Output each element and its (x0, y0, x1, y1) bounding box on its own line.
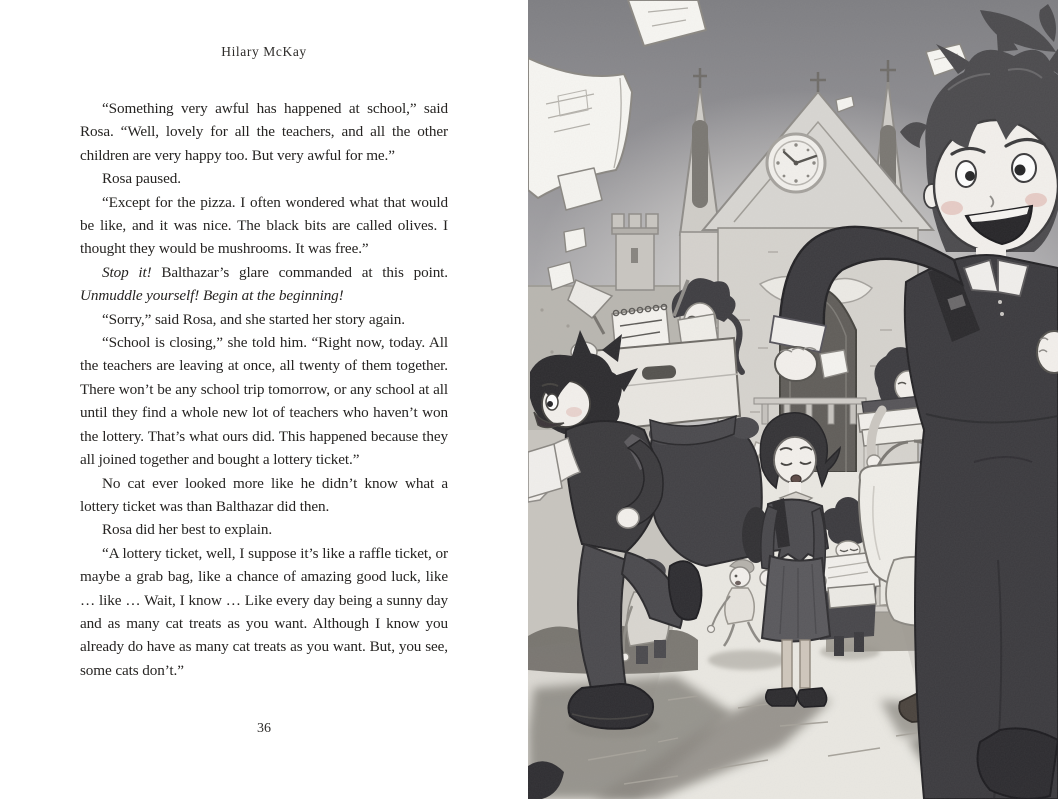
paragraph (80, 167, 448, 190)
text-run: Rosa paused. (102, 170, 181, 188)
text-run: “School is closing,” she told him. “Right now, today. All the teachers are leaving at once, all twenty of them together. There won’t be any school trip tomorrow, or any school at all until they find a whole new lot of teachers who haven’t won the lottery. That’s what ours did. This happened because they all joined together and bought a lottery ticket.” (80, 334, 448, 469)
text-run: “Something very awful has happened at school,” said Rosa. “Well, lovely for all the teachers, and all the other children are very happy too. But very awful for me.” (80, 100, 448, 164)
text-run: Rosa did her best to explain. (102, 521, 273, 539)
text-run: “Sorry,” said Rosa, and she started her story again. (102, 310, 405, 328)
page-number: 36 (257, 721, 271, 736)
illustration (528, 0, 1058, 799)
page-right (528, 0, 1058, 799)
text-run: “A lottery ticket, well, I suppose it’s like a raffle ticket, or maybe a grab bag, like a chance of amazing good luck, like … like … Wait, I know … Like every day being a sunny day and as many cat treats as you want. Although I know you already do have as many cat treats as you want. But, you see, some cats don’t.” (80, 544, 448, 679)
paragraph (80, 472, 448, 519)
page-left (0, 0, 528, 799)
body-text (80, 97, 448, 682)
paragraph (80, 191, 448, 261)
text-run: “Except for the pizza. I often wondered what that would be like, and it was nice. The black bits are called olives. I thought they would be mushrooms. It was free.” (80, 193, 448, 258)
italic-run: Stop it! (102, 263, 152, 281)
italic-run: Unmuddle yourself! Begin at the beginning! (80, 287, 344, 305)
paragraph (80, 261, 448, 308)
text-run: No cat ever looked more like he didn’t know what a lottery ticket was than Balthazar did then. (80, 474, 448, 515)
paragraph (80, 308, 448, 331)
running-head: Hilary McKay (221, 44, 307, 59)
text-run: Balthazar’s glare commanded at this point. (151, 263, 449, 281)
paragraph (80, 518, 448, 541)
paper-grain-texture (528, 0, 1058, 799)
paragraph (80, 97, 448, 167)
paragraph (80, 331, 448, 471)
paragraph (80, 542, 448, 682)
